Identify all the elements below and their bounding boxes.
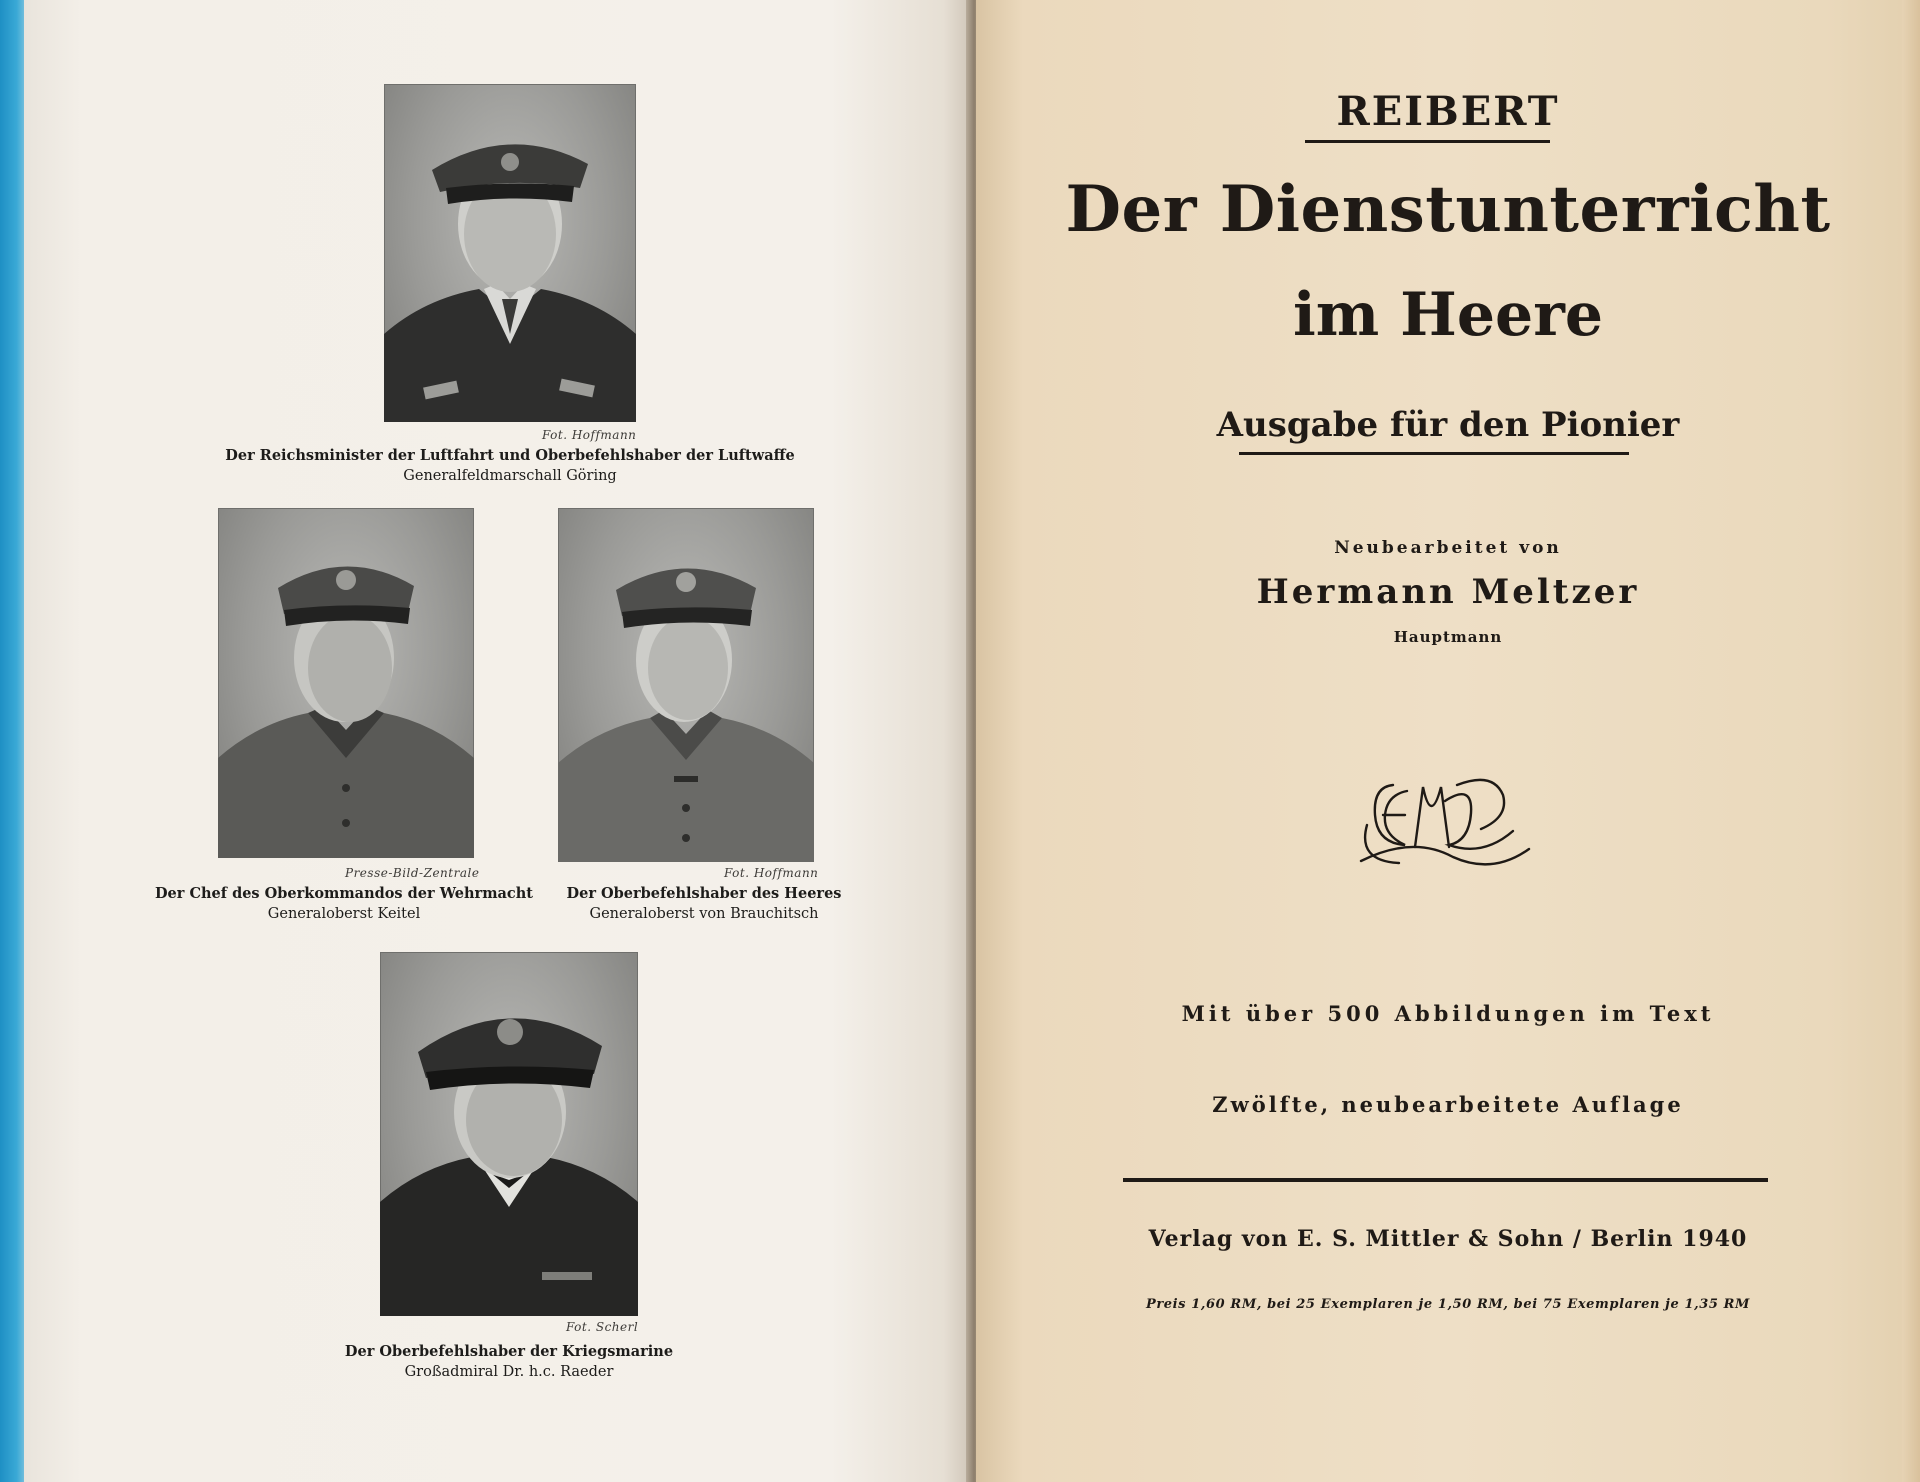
caption-title: Der Oberbefehlshaber der Kriegsmarine [344, 1343, 674, 1360]
caption-name: Generalfeldmarschall Göring [403, 468, 617, 484]
publisher-rule [1123, 1178, 1768, 1182]
portrait-photo-brauchitsch [558, 508, 814, 862]
author-name: REIBERT [1336, 88, 1560, 135]
caption-name: Großadmiral Dr. h.c. Raeder [404, 1364, 614, 1380]
portrait-caption [534, 884, 874, 924]
illustrations-note: Mit über 500 Abbildungen im Text [1181, 1001, 1715, 1026]
photo-credit: Fot. Hoffmann [724, 866, 819, 880]
edition-note: Zwölfte, neubearbeitete Auflage [1212, 1092, 1684, 1117]
portrait-caption [144, 884, 544, 924]
editor-name: Hermann Meltzer [1256, 572, 1640, 612]
caption-name: Generaloberst Keitel [267, 906, 421, 922]
edition-underline [1239, 452, 1629, 455]
portrait-caption [274, 1342, 744, 1382]
photo-credit: Fot. Scherl [566, 1320, 639, 1334]
revised-by-label: Neubearbeitet von [1334, 538, 1562, 558]
editor-rank: Hauptmann [1393, 628, 1503, 646]
caption-title: Der Oberbefehlshaber des Heeres [566, 885, 842, 902]
portrait-illustration [558, 508, 814, 862]
portrait-illustration [384, 84, 636, 422]
portrait-illustration [380, 952, 638, 1316]
portrait-photo-goering [384, 84, 636, 422]
photo-credit: Fot. Hoffmann [542, 428, 637, 442]
edition-subtitle: Ausgabe für den Pionier [1216, 405, 1680, 445]
publisher-monogram-icon [1353, 765, 1533, 875]
book-title-line1: Der Dienstunterricht [1065, 172, 1831, 247]
caption-title: Der Chef des Oberkommandos der Wehrmacht [154, 885, 534, 902]
author-underline [1305, 140, 1550, 143]
publisher-line: Verlag von E. S. Mittler & Sohn / Berlin 1940 [1148, 1226, 1748, 1252]
portrait-illustration [218, 508, 474, 858]
portrait-caption [174, 446, 846, 486]
book-title-line2: im Heere [1293, 280, 1603, 350]
caption-title: Der Reichsminister der Luftfahrt und Oberbefehlshaber der Luftwaffe [225, 447, 795, 464]
photo-credit: Presse-Bild-Zentrale [345, 866, 480, 880]
price-line: Preis 1,60 RM, bei 25 Exemplaren je 1,50 RM, bei 75 Exemplaren je 1,35 RM [1145, 1297, 1751, 1312]
portrait-photo-keitel [218, 508, 474, 858]
portrait-photo-raeder [380, 952, 638, 1316]
caption-name: Generaloberst von Brauchitsch [589, 906, 819, 922]
